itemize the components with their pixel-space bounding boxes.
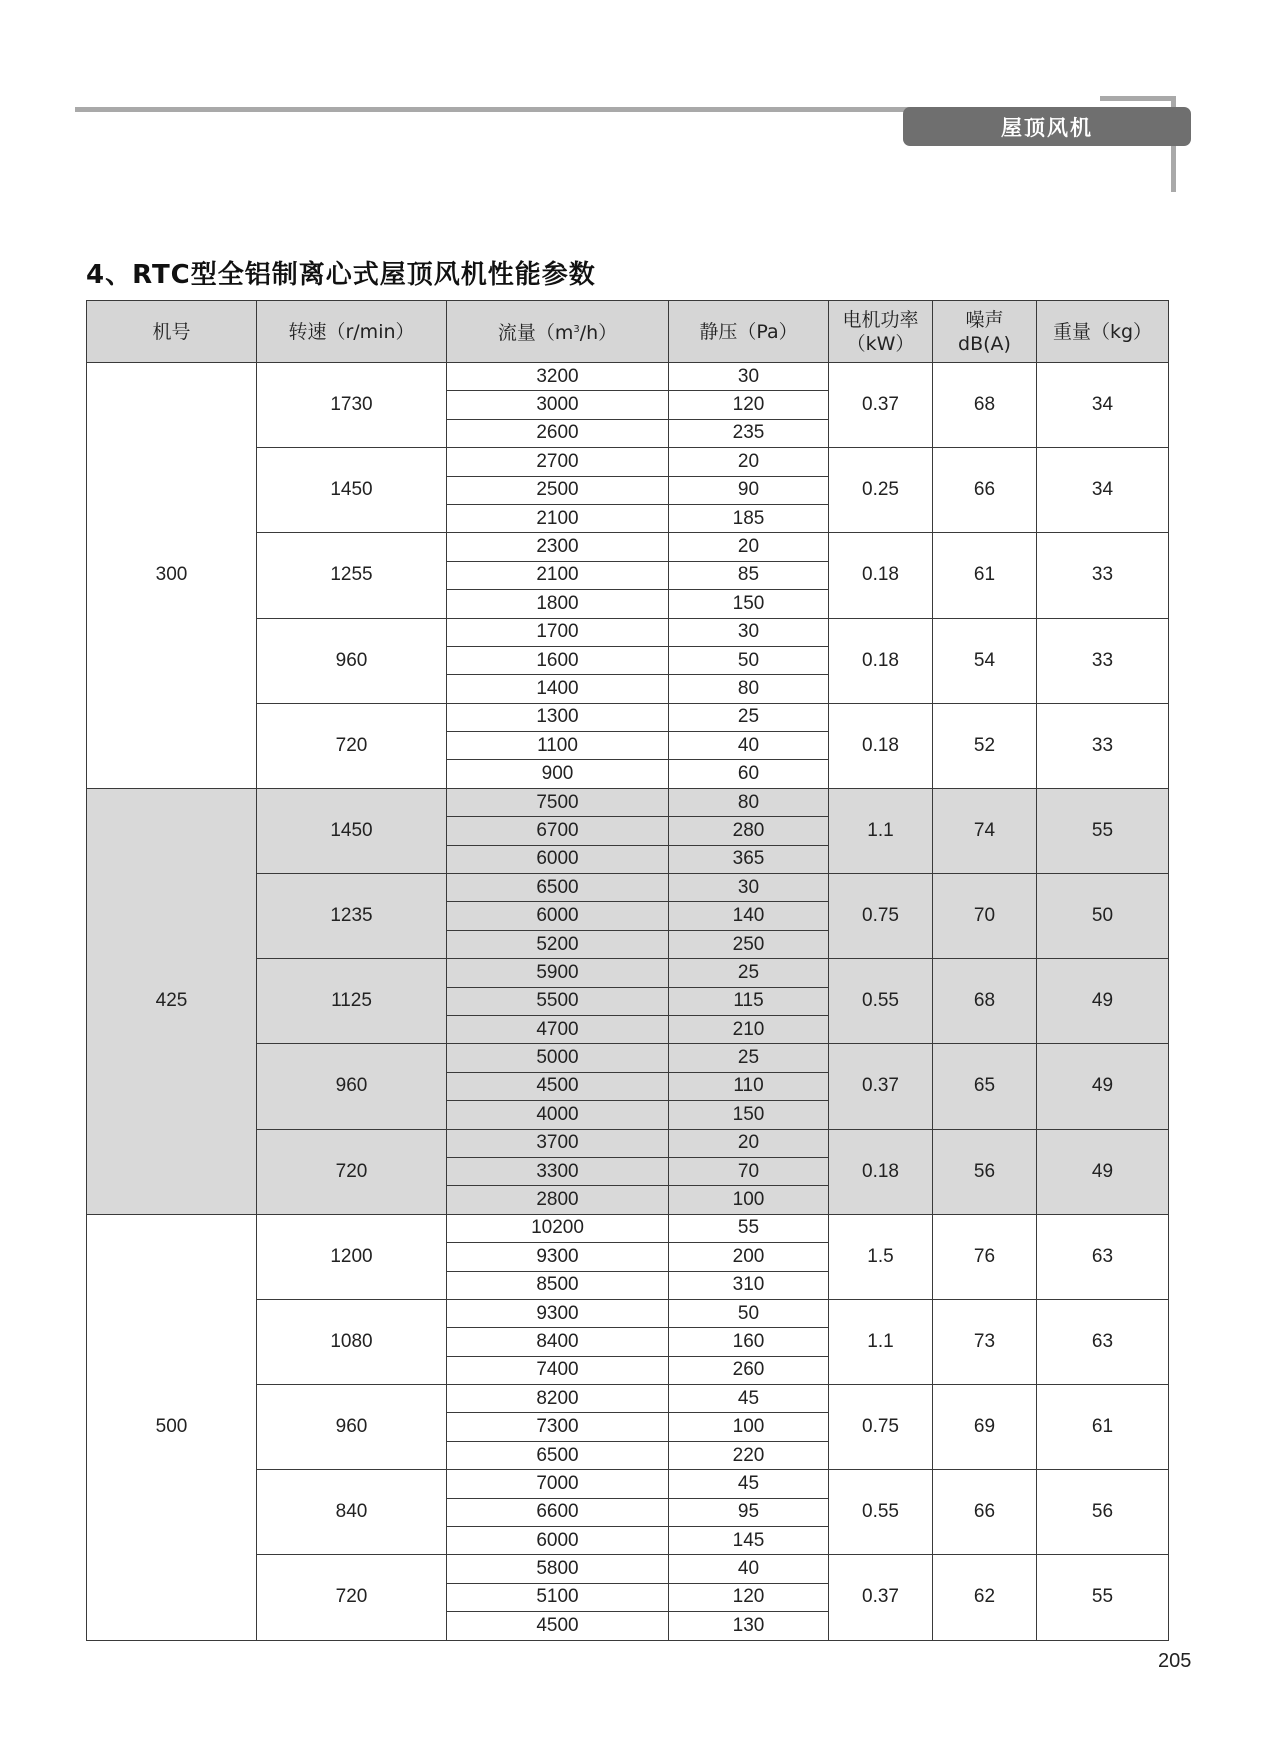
noise-cell: 52 [933, 703, 1037, 788]
noise-cell: 62 [933, 1555, 1037, 1640]
pressure-cell: 185 [669, 504, 829, 532]
pressure-cell: 80 [669, 788, 829, 816]
table-row [87, 363, 1169, 391]
flow-cell: 9300 [447, 1299, 669, 1327]
power-cell: 0.25 [829, 448, 933, 533]
weight-cell: 49 [1037, 1129, 1169, 1214]
flow-cell: 5200 [447, 930, 669, 958]
flow-cell: 8500 [447, 1271, 669, 1299]
model-cell: 500 [87, 1214, 257, 1640]
pressure-cell: 85 [669, 561, 829, 589]
speed-cell: 1730 [257, 363, 447, 448]
pressure-cell: 150 [669, 590, 829, 618]
header-speed: 转速（r/min） [257, 301, 447, 363]
pressure-cell: 80 [669, 675, 829, 703]
noise-cell: 74 [933, 788, 1037, 873]
flow-cell: 6500 [447, 1441, 669, 1469]
speed-cell: 1255 [257, 533, 447, 618]
flow-cell: 5000 [447, 1044, 669, 1072]
power-cell: 0.55 [829, 1470, 933, 1555]
weight-cell: 33 [1037, 618, 1169, 703]
table-row [87, 1214, 1169, 1242]
page-title: 4、RTC型全铝制离心式屋顶风机性能参数 [86, 260, 596, 290]
pressure-cell: 30 [669, 363, 829, 391]
flow-cell: 2700 [447, 448, 669, 476]
speed-cell: 720 [257, 1129, 447, 1214]
pressure-cell: 55 [669, 1214, 829, 1242]
pressure-cell: 220 [669, 1441, 829, 1469]
speed-cell: 1450 [257, 788, 447, 873]
section-tab: 屋顶风机 [903, 107, 1191, 146]
flow-cell: 1700 [447, 618, 669, 646]
pressure-cell: 25 [669, 959, 829, 987]
flow-cell: 9300 [447, 1243, 669, 1271]
header-flow: 流量$(m^3/h)$ [447, 301, 669, 363]
header-weight: 重量（kg） [1037, 301, 1169, 363]
noise-cell: 73 [933, 1299, 1037, 1384]
power-cell: 0.75 [829, 1385, 933, 1470]
power-cell: 0.18 [829, 533, 933, 618]
pressure-cell: 235 [669, 419, 829, 447]
weight-cell: 50 [1037, 874, 1169, 959]
pressure-cell: 100 [669, 1413, 829, 1441]
weight-cell: 49 [1037, 1044, 1169, 1129]
speed-cell: 1080 [257, 1299, 447, 1384]
power-cell: 0.55 [829, 959, 933, 1044]
noise-cell: 68 [933, 959, 1037, 1044]
speed-cell: 960 [257, 618, 447, 703]
flow-cell: 3700 [447, 1129, 669, 1157]
weight-cell: 55 [1037, 788, 1169, 873]
pressure-cell: 25 [669, 703, 829, 731]
pressure-cell: 110 [669, 1072, 829, 1100]
flow-cell: 900 [447, 760, 669, 788]
weight-cell: 33 [1037, 533, 1169, 618]
header-power: 电机功率 （kW） [829, 301, 933, 363]
speed-cell: 960 [257, 1385, 447, 1470]
pressure-cell: 60 [669, 760, 829, 788]
pressure-cell: 365 [669, 845, 829, 873]
flow-cell: 5100 [447, 1583, 669, 1611]
noise-cell: 76 [933, 1214, 1037, 1299]
speed-cell: 960 [257, 1044, 447, 1129]
speed-cell: 1200 [257, 1214, 447, 1299]
noise-cell: 66 [933, 448, 1037, 533]
table-header-row [87, 301, 1169, 363]
flow-cell: 6600 [447, 1498, 669, 1526]
flow-cell: 4700 [447, 1015, 669, 1043]
table-row [87, 788, 1169, 816]
page-number: 205 [1158, 1650, 1192, 1672]
power-cell: 0.18 [829, 703, 933, 788]
weight-cell: 61 [1037, 1385, 1169, 1470]
flow-cell: 10200 [447, 1214, 669, 1242]
flow-cell: 8200 [447, 1385, 669, 1413]
pressure-cell: 130 [669, 1612, 829, 1640]
pressure-cell: 140 [669, 902, 829, 930]
flow-cell: 6700 [447, 817, 669, 845]
flow-cell: 7300 [447, 1413, 669, 1441]
flow-cell: 5500 [447, 987, 669, 1015]
pressure-cell: 45 [669, 1470, 829, 1498]
flow-cell: 1100 [447, 732, 669, 760]
noise-cell: 54 [933, 618, 1037, 703]
flow-cell: 7000 [447, 1470, 669, 1498]
header-rule-cap [1100, 96, 1176, 101]
flow-cell: 3000 [447, 391, 669, 419]
flow-cell: 6000 [447, 845, 669, 873]
power-cell: 0.75 [829, 874, 933, 959]
header-model: 机号 [87, 301, 257, 363]
pressure-cell: 260 [669, 1356, 829, 1384]
performance-table [86, 300, 1169, 1641]
speed-cell: 1125 [257, 959, 447, 1044]
power-cell: 0.37 [829, 1044, 933, 1129]
noise-cell: 66 [933, 1470, 1037, 1555]
pressure-cell: 100 [669, 1186, 829, 1214]
pressure-cell: 20 [669, 1129, 829, 1157]
flow-cell: 2600 [447, 419, 669, 447]
speed-cell: 720 [257, 703, 447, 788]
weight-cell: 34 [1037, 448, 1169, 533]
flow-cell: 8400 [447, 1328, 669, 1356]
pressure-cell: 310 [669, 1271, 829, 1299]
flow-cell: 6000 [447, 902, 669, 930]
weight-cell: 49 [1037, 959, 1169, 1044]
flow-cell: 4000 [447, 1101, 669, 1129]
pressure-cell: 200 [669, 1243, 829, 1271]
noise-cell: 61 [933, 533, 1037, 618]
pressure-cell: 30 [669, 618, 829, 646]
speed-cell: 840 [257, 1470, 447, 1555]
power-cell: 1.1 [829, 1299, 933, 1384]
pressure-cell: 120 [669, 1583, 829, 1611]
noise-cell: 70 [933, 874, 1037, 959]
flow-cell: 2100 [447, 504, 669, 532]
pressure-cell: 30 [669, 874, 829, 902]
noise-cell: 56 [933, 1129, 1037, 1214]
flow-cell: 1800 [447, 590, 669, 618]
flow-cell: 4500 [447, 1612, 669, 1640]
model-cell: 300 [87, 363, 257, 789]
model-cell: 425 [87, 788, 257, 1214]
pressure-cell: 40 [669, 732, 829, 760]
header-noise: 噪声 dB(A) [933, 301, 1037, 363]
pressure-cell: 145 [669, 1527, 829, 1555]
pressure-cell: 210 [669, 1015, 829, 1043]
flow-cell: 1400 [447, 675, 669, 703]
pressure-cell: 280 [669, 817, 829, 845]
speed-cell: 1235 [257, 874, 447, 959]
noise-cell: 68 [933, 363, 1037, 448]
weight-cell: 63 [1037, 1299, 1169, 1384]
speed-cell: 1450 [257, 448, 447, 533]
weight-cell: 55 [1037, 1555, 1169, 1640]
pressure-cell: 20 [669, 448, 829, 476]
pressure-cell: 160 [669, 1328, 829, 1356]
pressure-cell: 115 [669, 987, 829, 1015]
weight-cell: 56 [1037, 1470, 1169, 1555]
pressure-cell: 250 [669, 930, 829, 958]
pressure-cell: 20 [669, 533, 829, 561]
pressure-cell: 50 [669, 646, 829, 674]
flow-cell: 2100 [447, 561, 669, 589]
flow-cell: 1300 [447, 703, 669, 731]
weight-cell: 33 [1037, 703, 1169, 788]
noise-cell: 65 [933, 1044, 1037, 1129]
power-cell: 0.18 [829, 618, 933, 703]
pressure-cell: 50 [669, 1299, 829, 1327]
pressure-cell: 90 [669, 476, 829, 504]
table-body [87, 363, 1169, 1641]
flow-cell: 2800 [447, 1186, 669, 1214]
flow-cell: 3300 [447, 1157, 669, 1185]
power-cell: 1.1 [829, 788, 933, 873]
pressure-cell: 40 [669, 1555, 829, 1583]
flow-cell: 6500 [447, 874, 669, 902]
flow-cell: 5900 [447, 959, 669, 987]
noise-cell: 69 [933, 1385, 1037, 1470]
flow-cell: 5800 [447, 1555, 669, 1583]
flow-cell: 6000 [447, 1527, 669, 1555]
flow-cell: 7400 [447, 1356, 669, 1384]
speed-cell: 720 [257, 1555, 447, 1640]
flow-cell: 2500 [447, 476, 669, 504]
pressure-cell: 25 [669, 1044, 829, 1072]
weight-cell: 34 [1037, 363, 1169, 448]
pressure-cell: 70 [669, 1157, 829, 1185]
pressure-cell: 150 [669, 1101, 829, 1129]
header-pressure: 静压（Pa） [669, 301, 829, 363]
flow-cell: 7500 [447, 788, 669, 816]
flow-cell: 2300 [447, 533, 669, 561]
pressure-cell: 95 [669, 1498, 829, 1526]
power-cell: 0.37 [829, 363, 933, 448]
pressure-cell: 120 [669, 391, 829, 419]
flow-cell: 1600 [447, 646, 669, 674]
flow-cell: 3200 [447, 363, 669, 391]
weight-cell: 63 [1037, 1214, 1169, 1299]
pressure-cell: 45 [669, 1385, 829, 1413]
flow-cell: 4500 [447, 1072, 669, 1100]
power-cell: 0.18 [829, 1129, 933, 1214]
power-cell: 1.5 [829, 1214, 933, 1299]
power-cell: 0.37 [829, 1555, 933, 1640]
